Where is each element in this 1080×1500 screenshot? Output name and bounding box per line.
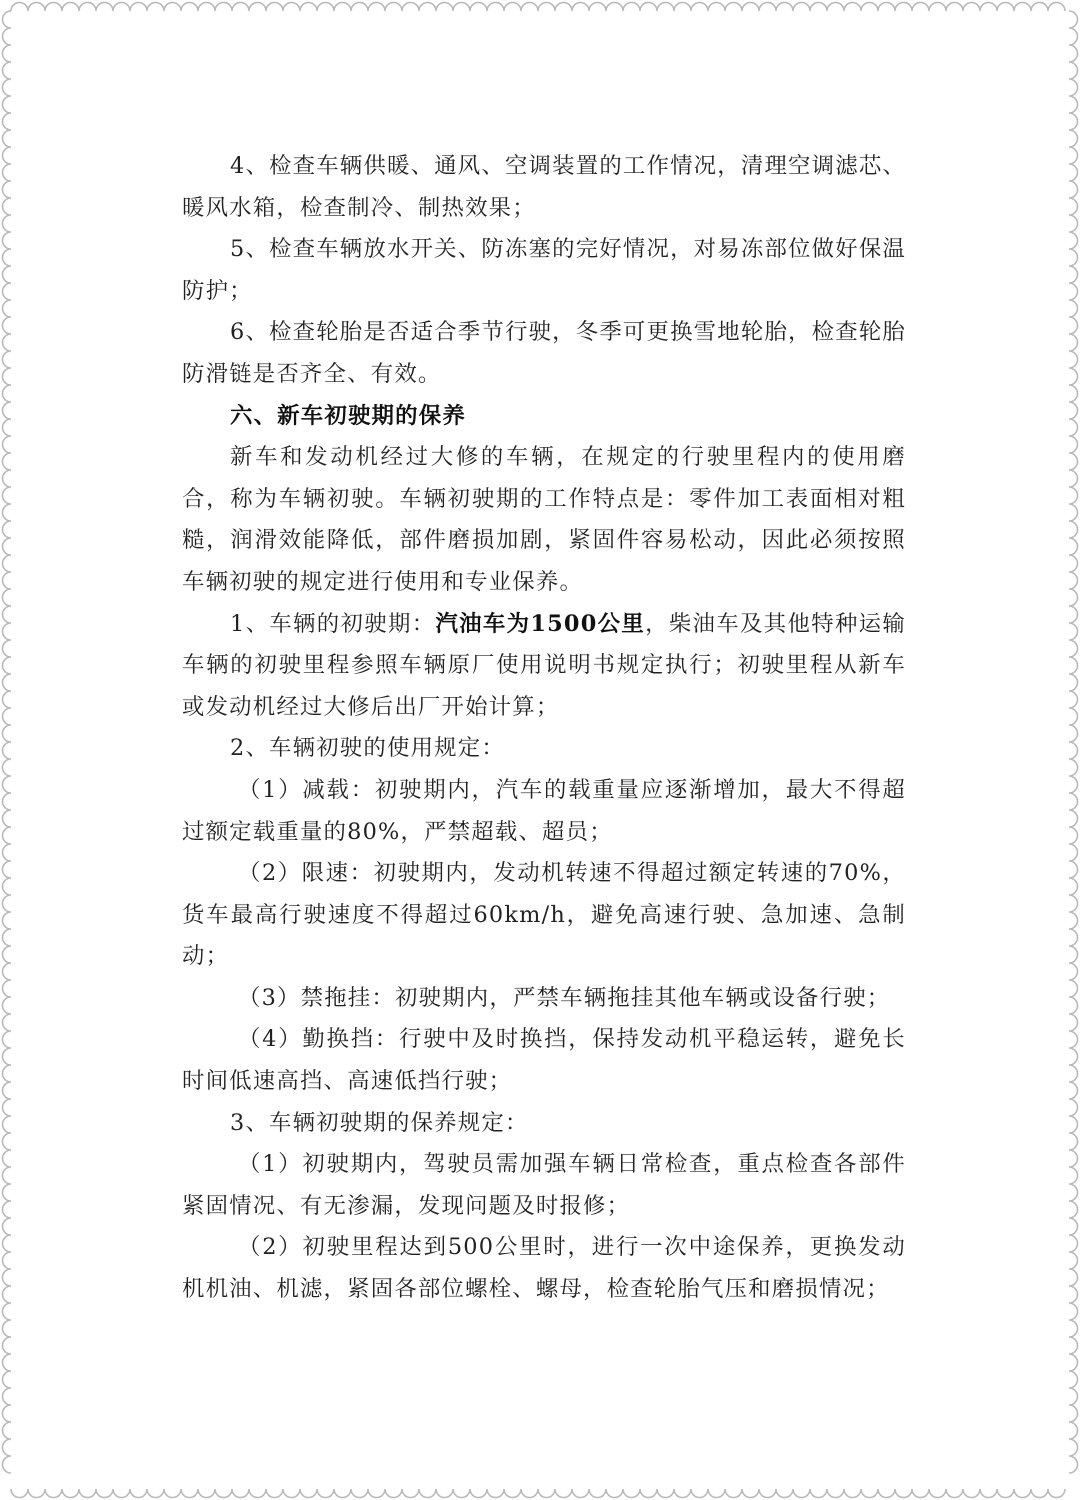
rule-shift-gears: （4）勤换挡：行驶中及时换挡，保持发动机平稳运转，避免长时间低速高挡、高速低挡行驶；: [182, 1026, 906, 1095]
item1-bold-text: 汽油车为1500公里: [435, 610, 646, 637]
rule-load-reduction: （1）减载：初驶期内，汽车的载重量应逐渐增加，最大不得超过额定载重量的80%，严禁超载、超员；: [182, 776, 906, 845]
document-body: [182, 146, 906, 1311]
section-heading-new-car: 六、新车初驶期的保养: [230, 402, 466, 429]
rule-500km-service: （2）初驶里程达到500公里时，进行一次中途保养，更换发动机机油、机滤，紧固各部位螺栓、螺母，检查轮胎气压和磨损情况；: [182, 1234, 906, 1303]
paragraph-tire-check: 6、检查轮胎是否适合季节行驶，冬季可更换雪地轮胎，检查轮胎防滑链是否齐全、有效。: [182, 319, 906, 387]
paragraph-usage-rules: 2、车辆初驶的使用规定：: [230, 735, 505, 762]
item1-rest: ，柴油车及其他特种运输车辆的初驶里程参照车辆原厂使用说明书规定执行；初驶里程从新车或发动机经过大修后出厂开始计算；: [182, 610, 906, 720]
paragraph-heating-check: 4、检查车辆供暖、通风、空调装置的工作情况，清理空调滤芯、暖风水箱，检查制冷、制热效果；: [182, 153, 906, 221]
item1-prefix: 1、车辆的初驶期：: [230, 610, 436, 637]
paragraph-break-in-period: [182, 604, 906, 729]
rule-no-towing: （3）禁拖挂：初驶期内，严禁车辆拖挂其他车辆或设备行驶；: [238, 984, 891, 1011]
paragraph-intro: 新车和发动机经过大修的车辆，在规定的行驶里程内的使用磨合，称为车辆初驶。车辆初驶期的工作特点是：零件加工表面相对粗糙，润滑效能降低，部件磨损加剧，紧固件容易松动，因此必须按照车辆初驶的规定进行使用和专业保养。: [182, 444, 906, 595]
paragraph-maintenance-rules: 3、车辆初驶期的保养规定：: [230, 1109, 529, 1136]
rule-speed-limit: （2）限速：初驶期内，发动机转速不得超过额定转速的70%，货车最高行驶速度不得超过60km/h，避免高速行驶、急加速、急制动；: [182, 860, 906, 970]
rule-daily-inspection: （1）初驶期内，驾驶员需加强车辆日常检查，重点检查各部件紧固情况、有无渗漏，发现问题及时报修；: [182, 1151, 906, 1219]
paragraph-drain-check: 5、检查车辆放水开关、防冻塞的完好情况，对易冻部位做好保温防护；: [182, 236, 906, 304]
